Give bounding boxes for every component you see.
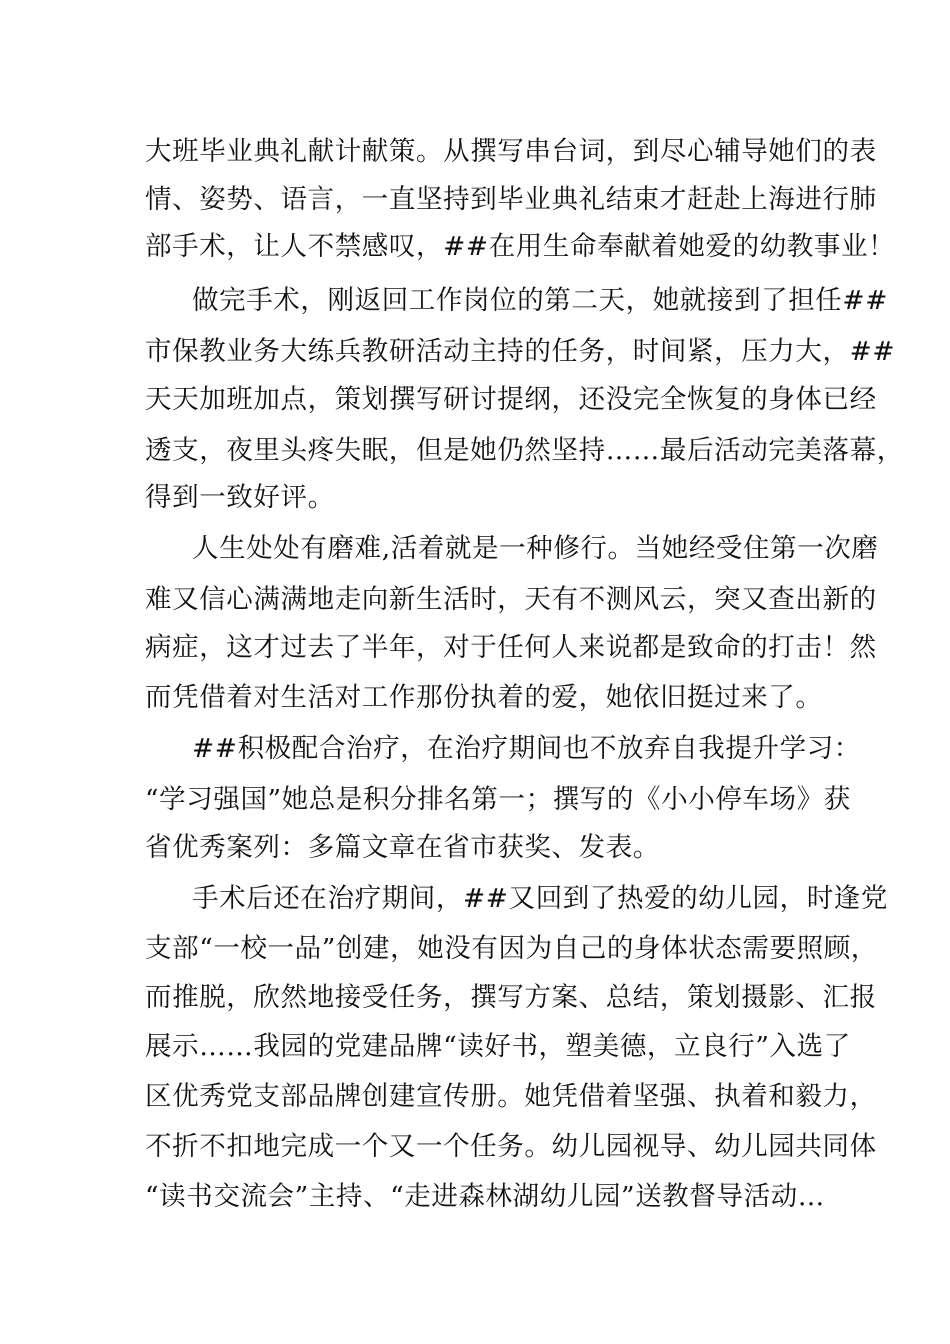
text-line: 区优秀党支部品牌创建宣传册。她凭借着坚强、执着和毅力，	[145, 1081, 877, 1112]
text-line: 得到一致好评。	[145, 482, 335, 513]
text-line: 而推脱，欣然地接受任务，撰写方案、总结，策划摄影、汇报	[145, 982, 877, 1013]
paragraph-first-line: 人生处处有磨难,活着就是一种修行。当她经受住第一次磨	[192, 533, 879, 564]
text-line: 大班毕业典礼献计献策。从撰写串台词，到尽心辅导她们的表	[145, 136, 877, 167]
text-line: 透支，夜里头疼失眠，但是她仍然坚持……最后活动完美落幕，	[145, 435, 904, 466]
paragraph-first-line: 做完手术，刚返回工作岗位的第二天，她就接到了担任##	[192, 285, 889, 316]
text-line: “学习强国”她总是积分排名第一；撰写的《小小停车场》获	[145, 784, 851, 815]
text-line: 天天加班加点，策划撰写研讨提纲，还没完全恢复的身体已经	[145, 384, 877, 415]
text-line: 病症，这才过去了半年，对于任何人来说都是致命的打击！然	[145, 632, 877, 663]
paragraph-first-line: 手术后还在治疗期间，##又回到了热爱的幼儿园，时逢党	[192, 883, 889, 914]
paragraph-first-line: ##积极配合治疗，在治疗期间也不放弃自我提升学习：	[192, 733, 861, 764]
text-line: 而凭借着对生活对工作那份执着的爱，她依旧挺过来了。	[145, 682, 823, 713]
text-line: 部手术，让人不禁感叹，##在用生命奉献着她爱的幼教事业！	[145, 231, 896, 262]
text-line: 支部“一校一品”创建，她没有因为自己的身体状态需要照顾，	[145, 933, 878, 964]
text-line: 情、姿势、语言，一直坚持到毕业典礼结束才赶赴上海进行肺	[145, 184, 877, 215]
text-line: 不折不扣地完成一个又一个任务。幼儿园视导、幼儿园共同体	[145, 1131, 877, 1162]
text-line: 难又信心满满地走向新生活时，天有不测风云，突又查出新的	[145, 584, 877, 615]
text-line: 市保教业务大练兵教研活动主持的任务，时间紧，压力大，##	[145, 336, 896, 367]
text-line: 展示……我园的党建品牌“读好书，塑美德，立良行”入选了	[145, 1031, 851, 1062]
text-line: “读书交流会”主持、“走进森林湖幼儿园”送教督导活动…	[145, 1181, 825, 1212]
text-line: 省优秀案列：多篇文章在省市获奖、发表。	[145, 832, 660, 863]
